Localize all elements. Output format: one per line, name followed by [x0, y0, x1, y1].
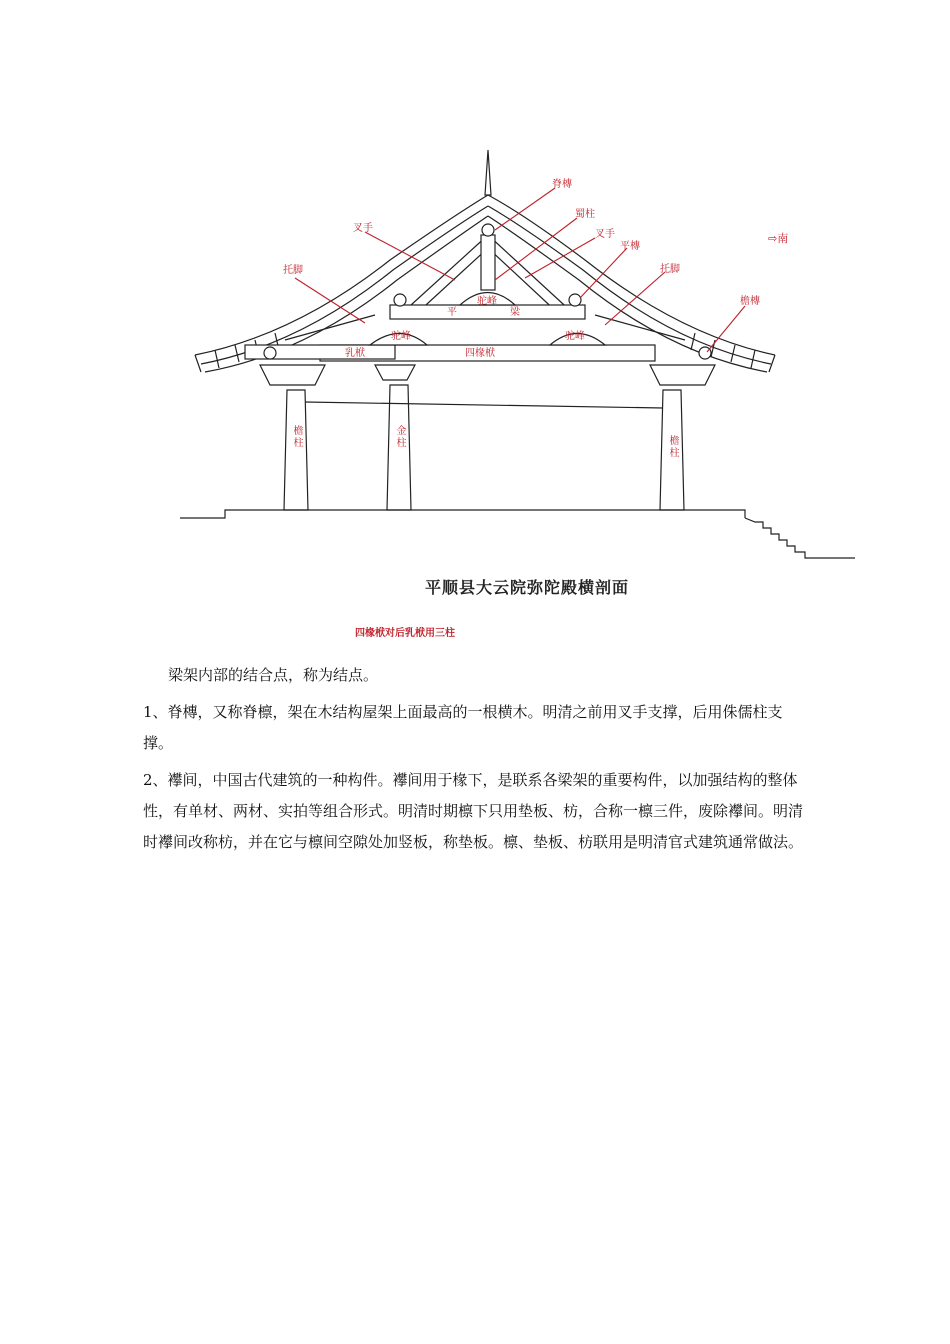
label-chashou-left: 叉手 [353, 223, 373, 234]
label-tuojiao-right: 托脚 [660, 264, 680, 275]
label-sichuanfu: 四椽栿 [465, 348, 495, 359]
label-pingliang-a: 平 [447, 307, 457, 318]
direction-south: ⇨南 [768, 232, 789, 245]
label-shuzhu: 蜀柱 [575, 209, 595, 220]
label-jituan: 脊槫 [552, 179, 572, 190]
intro-paragraph: 梁架内部的结合点，称为结点。 [168, 666, 379, 684]
label-jinzhu: 金柱 [394, 425, 405, 449]
cross-section-figure [165, 140, 865, 650]
label-tuofeng-top: 驼峰 [477, 296, 497, 307]
label-pingtuan: 平槫 [620, 241, 640, 252]
item-1-paragraph: 1、脊槫，又称脊檩，架在木结构屋架上面最高的一根横木。明清之前用叉手支撑，后用侏儒柱支撑。 [143, 703, 783, 752]
section-drawing [165, 140, 865, 580]
figure-subtitle: 四椽栿对后乳栿用三柱 [355, 628, 455, 639]
label-yanzhu-right: 檐柱 [667, 435, 678, 459]
item-2-paragraph: 2、襻间，中国古代建筑的一种构件。襻间用于椽下，是联系各梁架的重要构件，以加强结构的整体性，有单材、两材、实拍等组合形式。明清时期檩下只用垫板、枋，合称一檩三件，废除襻间。明清时襻间改称枋，并在它与檩间空隙处加竖板，称垫板。檩、垫板、枋联用是明清官式建筑通常做法。 [143, 771, 804, 851]
figure-title: 平顺县大云院弥陀殿横剖面 [425, 578, 630, 597]
label-chashou-right: 叉手 [595, 229, 615, 240]
label-tuojiao-left: 托脚 [283, 265, 303, 276]
label-rufu: 乳栿 [345, 348, 365, 359]
body-text [143, 660, 808, 858]
label-tuofeng-left: 驼峰 [391, 331, 411, 342]
label-pingliang-b: 梁 [510, 307, 520, 318]
label-yanzhu-left: 檐柱 [291, 425, 302, 449]
label-yantuan: 檐槫 [740, 296, 760, 307]
label-tuofeng-right: 驼峰 [565, 331, 585, 342]
